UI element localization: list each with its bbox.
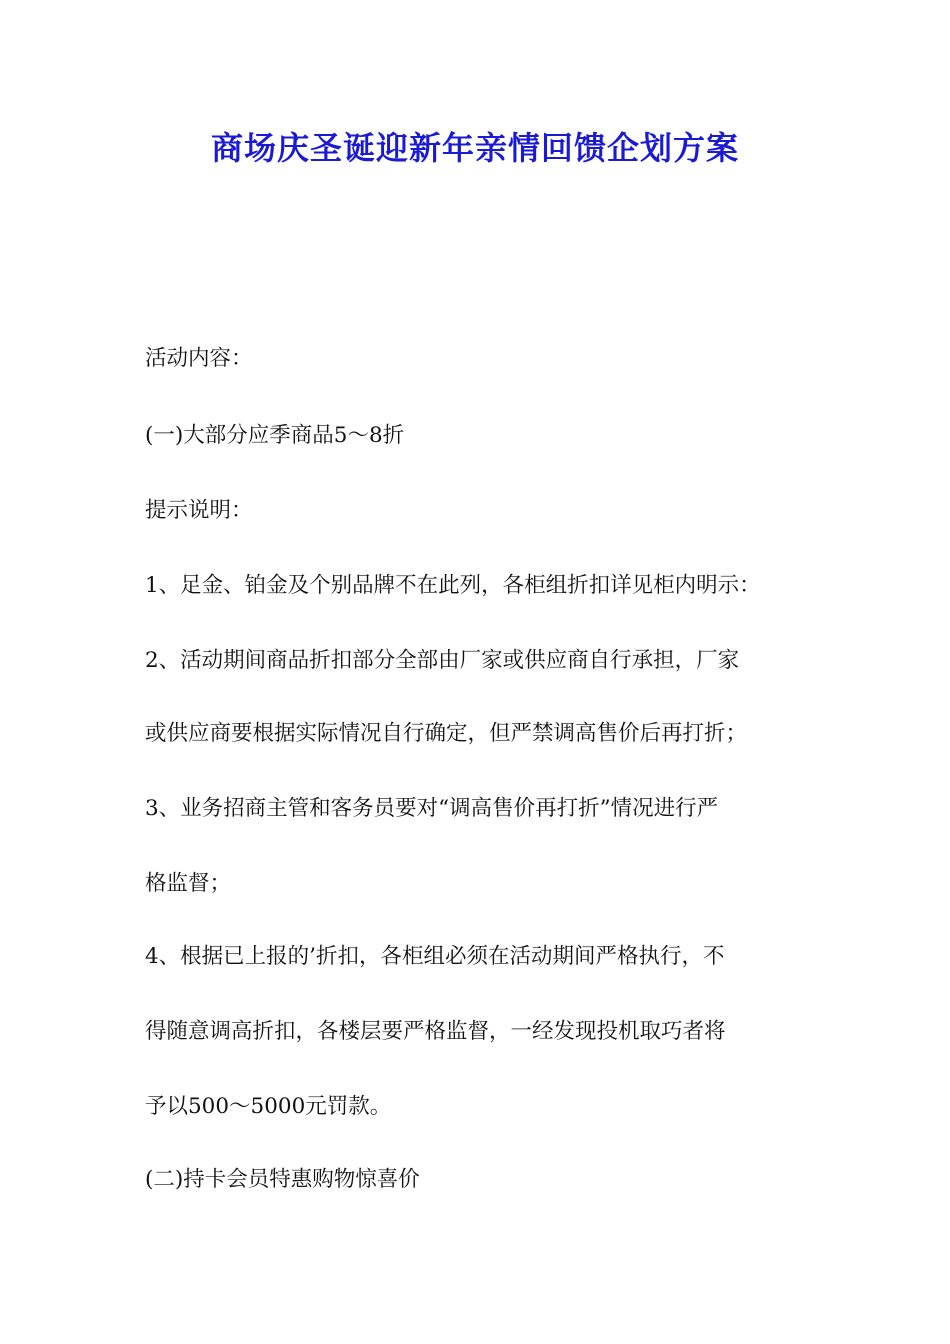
note-line-3: 3、业务招商主管和客务员要对“调高售价再打折”情况进行严 (145, 796, 719, 821)
item-heading-discount: (一)大部分应季商品5～8折 (145, 423, 405, 448)
note-line-3-cont: 格监督； (145, 871, 232, 896)
document-title: 商场庆圣诞迎新年亲情回馈企划方案 (210, 129, 739, 167)
section-heading-activity-content: 活动内容： (145, 346, 253, 371)
item-heading-member-price: (二)持卡会员特惠购物惊喜价 (145, 1167, 420, 1192)
note-line-2-cont: 或供应商要根据实际情况自行确定，但严禁调高售价后再打折； (145, 721, 748, 746)
note-line-4: 4、根据已上报的’折扣，各柜组必须在活动期间严格执行，不 (145, 944, 725, 969)
note-line-1: 1、足金、铂金及个别品牌不在此列，各柜组折扣详见柜内明示： (145, 573, 761, 598)
note-line-4-cont: 得随意调高折扣，各楼层要严格监督，一经发现投机取巧者将 (145, 1019, 726, 1044)
note-line-2: 2、活动期间商品折扣部分全部由厂家或供应商自行承担，厂家 (145, 648, 740, 673)
section-heading-notes: 提示说明： (145, 498, 253, 523)
note-line-4-end: 予以500～5000元罚款。 (145, 1094, 392, 1119)
